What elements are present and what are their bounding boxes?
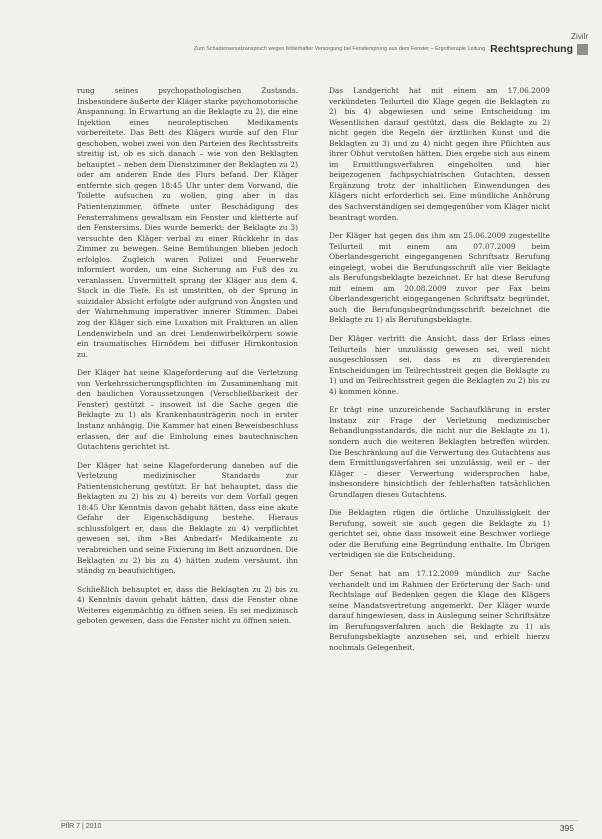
journal-issue: PflR 7 | 2010 [61, 823, 102, 830]
section-tag: Zivilr [571, 32, 588, 41]
right-column [329, 86, 550, 661]
right-paragraph-2: Der Kläger hat gegen das ihm am 25.06.2009 zugestellte Teilurteil mit einem am 07.07.2009 beim Oberlandesgericht eingegangenen Schriftsatz Berufung eingelegt, wobei die Berufungsschrift alle vier Beklagte als Berufungsbeklagte bezeichnet. Er hat diese Berufung mit einem am 20.08.2009 zuvor per Fax beim Oberlandesgericht eingegangenen Schriftsatz begründet, auch die Berufungsbegründungsschrift bezeichnet die Beklagte zu 1) als Berufungsbeklagte. [329, 231, 550, 325]
footer-divider [60, 820, 578, 821]
category-title: Rechtsprechung [490, 43, 573, 55]
page-header [60, 42, 588, 56]
right-paragraph-6: Der Senat hat am 17.12.2009 mündlich zur Sache verhandelt und im Rahmen der Erörterung der Sach- und Rechtslage auf Bedenken gegen die Klage des Klägers seine Mandatsvertretung angemerkt. Der Kläger wurde darauf hingewiesen, dass in Auslegung seiner Schriftsätze im Berufungsverfahren auch die Beklagte zu 1) als Berufungsbeklagte anzusehen sei, und erhielt hierzu nochmals Gelegenheit. [329, 568, 550, 652]
left-paragraph-3: Der Kläger hat seine Klageforderung daneben auf die Verletzung medizinischer Standards zur Patientensicherung gestützt. Er hat behauptet, dass die Beklagten zu 2) bis zu 4) bereits vor dem Vorfall gegen 18:45 Uhr Kenntnis davon gehabt hätten, dass eine akute Gefahr der Eigenschädigung bestehe. Hieraus schlussfolgert er, dass die Beklagte zu 4) verpflichtet gewesen sei, ihm »Bei Anbedarf« Medikamente zu verabreichen und seine Fixierung im Bett anzuordnen. Die Beklagten zu 2) bis zu 4) hätten zudem versäumt, ihn ständig zu beaufsichtigen. [77, 460, 298, 576]
left-paragraph-4: Schließlich behauptet er, dass die Beklagten zu 2) bis zu 4) Kenntnis davon gehabt hätten, dass die Fenster ohne Weiteres eigenmächtig zu öffnen seien. Es sei medizinisch geboten gewesen, dass die Fenster nicht zu öffnen seien. [77, 584, 298, 626]
category-marker [577, 44, 588, 55]
left-paragraph-2: Der Kläger hat seine Klageforderung auf die Verletzung von Verkehrssicherungspflichten im Zusammenhang mit den baulichen Voraussetzungen (Verschließbarkeit der Fenster) gestützt – insoweit ist die Sache gegen die Beklagte zu 1) als Krankenhausträgerin noch in erster Instanz anhängig. Die Kammer hat einen Beweisbeschluss erlassen, der auf die Einholung eines bautechnischen Gutachtens gerichtet ist. [77, 368, 298, 452]
right-paragraph-5: Die Beklagten rügen die örtliche Unzulässigkeit der Berufung, soweit sie auch gegen die Beklagte zu 1) gerichtet sei, ohne dass insoweit eine Beschwer vorliege oder die Berufung eine Begründung enthalte. Im Übrigen verteidigen sie die Entscheidung. [329, 508, 550, 560]
left-column [77, 86, 298, 635]
running-title: Zum Schadensersatzanspruch wegen fehlerhafter Versorgung bei Fenstersprung aus dem Fenster – Ergotherapie Leitung [193, 46, 486, 52]
page-number: 395 [559, 823, 574, 833]
left-paragraph-1: rung seines psychopathologischen Zustands. Insbesondere äußerte der Kläger starke psychomotorische Anspannung. In Erwartung an die Beklagte zu 2), die eine Injektion eines neuroleptischen Medikaments vorbereitete. Das Bett des Klägers wurde auf den Flur geschoben, wobei zwei von den Parteien des Rechtsstreits streitig ist, ob es sich danach – wie von den Beklagten behauptet – neben dem Dienstzimmer der Beklagten zu 2) oder am anderen Ende des Flurs befand. Der Kläger entfernte sich gegen 18:45 Uhr unter dem Vorwand, die Toilette aufsuchen zu wollen, ging aber in das Patientenzimmer, öffnete unter Beschädigung des Fensterrahmens gewaltsam ein Fenster und kletterte auf den Fenstersims. Dies wurde bemerkt: der Beklagte zu 3) versuchte den Kläger verbal zu einer Rückkehr in das Zimmer zu bewegen. Seine Bemühungen blieben jedoch erfolglos. Zugleich waren Polizei und Feuerwehr informiert worden, um eine Sicherung am Fuß des zu veranlassen. Unvermittelt sprang der Kläger aus dem 4. Stock in die Tiefe. Es ist umstritten, ob der Sprung in suizidaler Absicht erfolgte oder aufgrund von Ängsten und der Wahrnehmung imperativer innerer Stimmen. Dabei zog der Kläger sich eine Luxation mit Frakturen an allen Lendenwirbeln und an drei Lendenwirbelkörpern sowie ein traumatisches Hirnödem bei diffuser Hirnkontusion zu. [77, 86, 298, 359]
right-paragraph-1: Das Landgericht hat mit einem am 17.06.2009 verkündeten Teilurteil die Klage gegen die Beklagten zu 2) bis 4) abgewiesen und seine Entscheidung im Wesentlichen darauf gestützt, dass die Beklagte zu 2) nicht gegen die Regeln der ärztlichen Kunst und die Beklagten zu 3) und zu 4) nicht gegen ihre Pflichten aus ihrer Obhut verstoßen hätten. Dies ergebe sich aus einem im Ermittlungsverfahren eingeholten und hier beigezogenen fachpsychiatrischen Gutachten, dessen Ergänzung trotz der inhaltlichen Einwendungen des Klägers nicht erforderlich sei. Eine mündliche Anhörung des Sachverständigen sei demgegenüber vom Kläger nicht beantragt worden. [329, 86, 550, 222]
right-paragraph-4: Er trägt eine unzureichende Sachaufklärung in erster Instanz zur Frage der Verletzung medizinischer Behandlungsstandards, die nicht nur die Beklagte zu 1), sondern auch die weiteren Beklagten betreffen würden. Die Beschränkung auf die Verwertung des Gutachtens aus dem Ermittlungsverfahren sei unzulässig, weil er – der Kläger – dieser Verwertung widersprochen habe, insbesondere hinsichtlich der fehlerhaften tatsächlichen Grundlagen dieses Gutachtens. [329, 405, 550, 499]
right-paragraph-3: Der Kläger vertritt die Ansicht, dass der Erlass eines Teilurteils hier unzulässig gewesen sei, weil nicht ausgeschlossen sei, dass es zu divergierenden Entscheidungen im Teilrechtsstreit gegen die Beklagte zu 1) und im Teilrechtsstreit gegen die Beklagten zu 2) bis zu 4) kommen könne. [329, 334, 550, 396]
